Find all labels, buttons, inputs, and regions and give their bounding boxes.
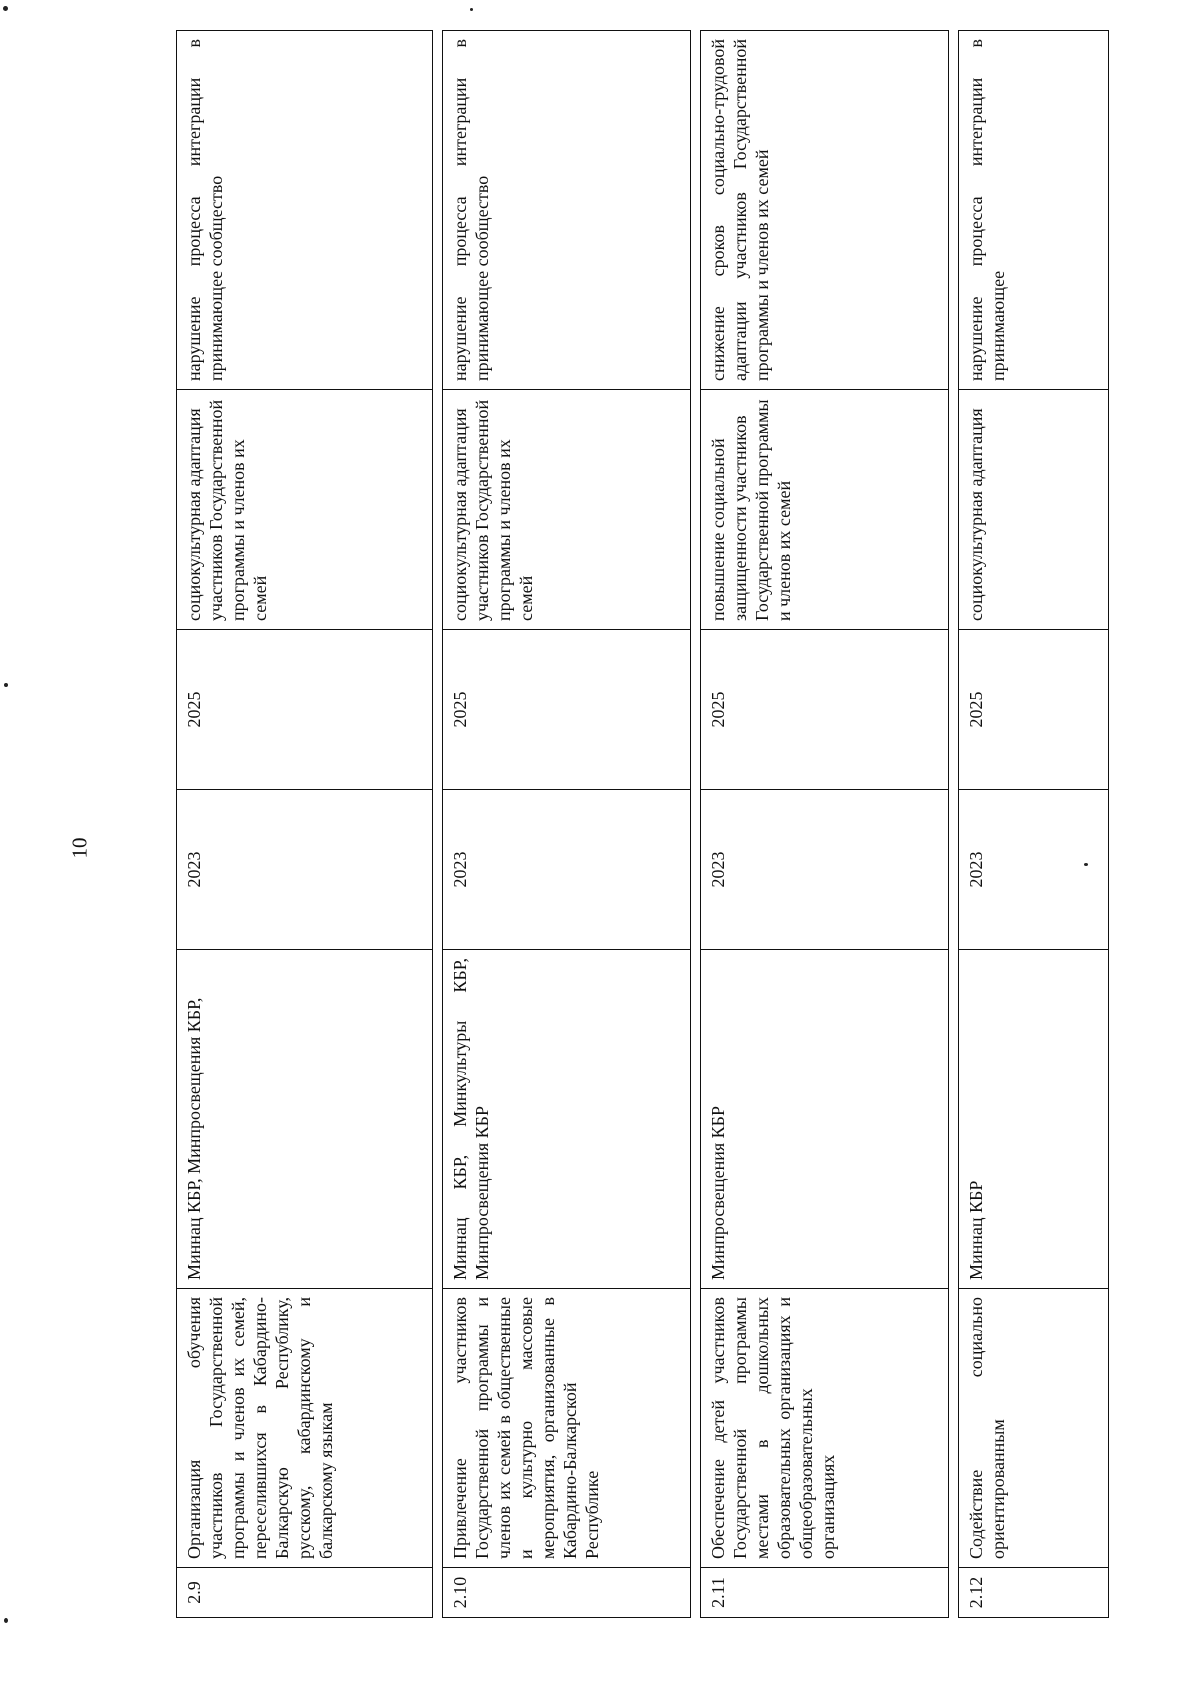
result-cell: социокультурная адаптация участников Государственной программы и членов их семей <box>177 390 433 630</box>
end-year-cell: 2025 <box>701 630 949 790</box>
start-year-cell: 2023 <box>701 790 949 950</box>
result-cell: социокультурная адаптация <box>959 390 1109 630</box>
result-cell: социокультурная адаптация участников Государственной программы и членов их семей <box>443 390 691 630</box>
executor-cell: Минпросвещения КБР <box>701 950 949 1289</box>
page-number: 10 <box>67 837 92 859</box>
result-cell: повышение социальной защищенности участников Государственной программы и членов их семей <box>701 390 949 630</box>
rotated-table-container <box>176 31 1096 1618</box>
table-row <box>177 31 433 1618</box>
row-number: 2.11 <box>701 1568 949 1618</box>
executor-cell: Миннац КБР, Минпросвещения КБР, <box>177 950 433 1289</box>
table-row <box>443 31 691 1618</box>
measures-table <box>176 30 1109 1618</box>
table-row <box>959 31 1109 1618</box>
risk-cell: снижение сроков социально-трудовой адаптации участников Государственной программы и членов их семей <box>701 31 949 390</box>
end-year-cell: 2025 <box>177 630 433 790</box>
scan-speck <box>3 6 8 11</box>
event-cell: Организация обучения участников Государственной программы и членов их семей, переселившихся в Кабардино-Балкарскую Республику, русскому, кабардинскому и балкарскому языкам <box>177 1289 433 1568</box>
event-cell: Содействие социально ориентированным <box>959 1289 1109 1568</box>
end-year-cell: 2025 <box>959 630 1109 790</box>
executor-cell: Миннац КБР, Минкультуры КБР, Минпросвещения КБР <box>443 950 691 1289</box>
risk-cell: нарушение процесса интеграции в принимающее <box>959 31 1109 390</box>
row-gap <box>433 31 443 1618</box>
row-gap <box>691 31 701 1618</box>
row-gap <box>949 31 959 1618</box>
executor-cell: Миннац КБР <box>959 950 1109 1289</box>
scan-speck <box>4 1618 8 1623</box>
scan-speck <box>470 8 473 11</box>
risk-cell: нарушение процесса интеграции в принимающее сообщество <box>177 31 433 390</box>
table-row <box>701 31 949 1618</box>
start-year-cell: 2023 <box>959 790 1109 950</box>
event-cell: Привлечение участников Государственной программы и членов их семей в общественные и культурно массовые мероприятия, организованные в Кабардино-Балкарской Республике <box>443 1289 691 1568</box>
start-year-cell: 2023 <box>177 790 433 950</box>
row-number: 2.9 <box>177 1568 433 1618</box>
end-year-cell: 2025 <box>443 630 691 790</box>
event-cell: Обеспечение детей участников Государственной программы местами в дошкольных образовательных организациях и общеобразовательных организациях <box>701 1289 949 1568</box>
risk-cell: нарушение процесса интеграции в принимающее сообщество <box>443 31 691 390</box>
row-number: 2.10 <box>443 1568 691 1618</box>
scan-speck <box>4 683 8 687</box>
row-number: 2.12 <box>959 1568 1109 1618</box>
start-year-cell: 2023 <box>443 790 691 950</box>
